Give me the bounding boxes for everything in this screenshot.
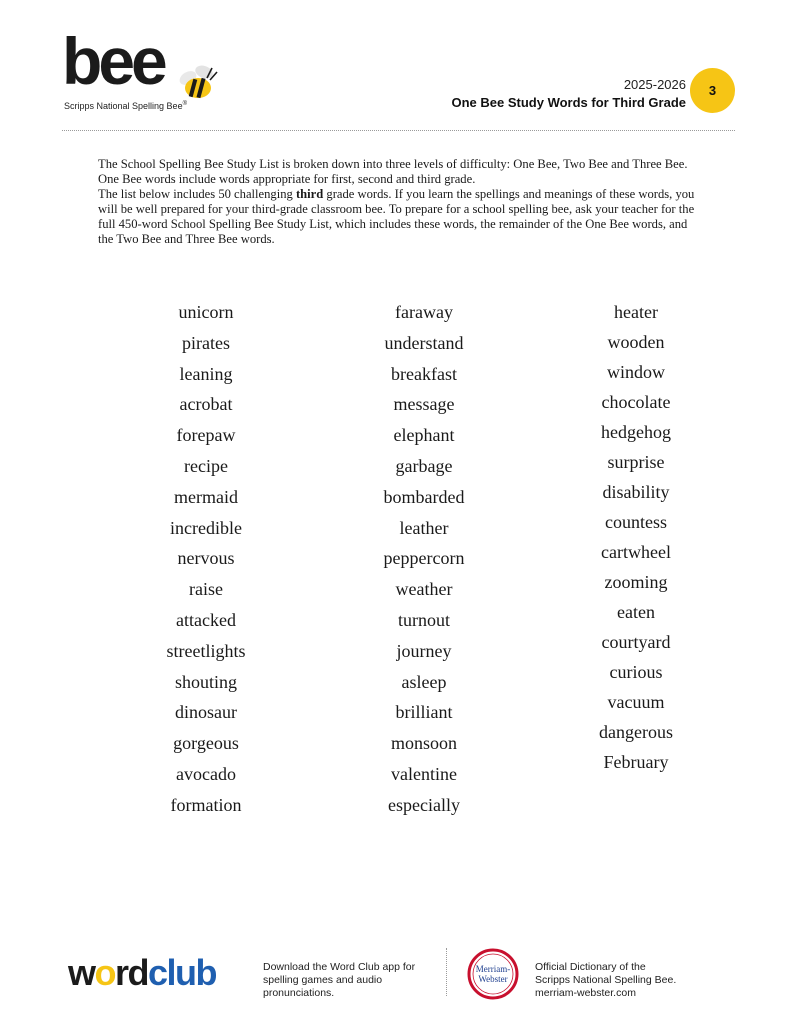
word-item: leather <box>399 517 449 538</box>
word-item: countess <box>605 512 667 532</box>
header-info <box>451 76 686 112</box>
word-item: asleep <box>401 671 447 692</box>
word-item: eaten <box>617 602 655 622</box>
word-item: shouting <box>174 671 237 692</box>
word-item: message <box>393 394 455 415</box>
word-item: zooming <box>604 572 668 592</box>
word-item: monsoon <box>390 733 457 754</box>
word-item: streetlights <box>166 640 246 661</box>
word-item: avocado <box>176 764 236 784</box>
word-item: surprise <box>607 452 665 472</box>
intro-paragraph-2: The list below includes 50 challenging third grade words. If you learn the spellings and meanings of these words, you will be well prepared for your third-grade classroom bee. To prepare for a school spelling bee, ask your teacher for the full 450-word School Spelling Bee Study List, which includes these words, the remainder of the One Bee words, and the Two Bee and Three Bee words. <box>98 187 695 246</box>
word-item: gorgeous <box>173 733 239 754</box>
intro-bold-grade: third <box>295 187 324 201</box>
word-item: disability <box>602 482 670 502</box>
word-item: garbage <box>395 456 453 476</box>
word-item: leaning <box>179 363 233 384</box>
header-divider <box>62 130 735 131</box>
word-item: cartwheel <box>601 542 671 562</box>
word-item: attacked <box>176 610 236 630</box>
bee-icon <box>174 62 220 102</box>
word-item: faraway <box>395 302 453 322</box>
word-item: heater <box>614 302 658 322</box>
word-item: vacuum <box>607 692 665 712</box>
word-item: window <box>607 362 665 382</box>
word-item: incredible <box>170 517 242 538</box>
footer-divider <box>446 948 447 996</box>
word-item: breakfast <box>391 363 457 384</box>
word-item: February <box>603 752 669 772</box>
word-item: mermaid <box>174 486 238 507</box>
word-item: valentine <box>391 764 457 784</box>
word-item: understand <box>384 332 464 353</box>
word-item: dangerous <box>599 722 673 742</box>
word-item: curious <box>609 662 663 682</box>
word-item: nervous <box>177 548 235 569</box>
intro-text <box>98 157 698 247</box>
school-year: 2025-2026 <box>623 77 686 92</box>
word-item: wooden <box>607 332 665 352</box>
wordclub-o: o <box>94 952 116 993</box>
word-item: acrobat <box>179 394 233 415</box>
word-item: formation <box>170 794 242 815</box>
merriam-webster-url: merriam-webster.com <box>535 987 636 999</box>
intro-paragraph-1: The School Spelling Bee Study List is broken down into three levels of difficulty: One Bee, Two Bee and Three Bee. One Bee words include words appropriate for first, second and third grade. <box>98 157 688 186</box>
svg-text:Merriam-: Merriam- <box>475 964 511 974</box>
page-number-badge: 3 <box>690 68 735 113</box>
bee-logo-word: bee <box>62 24 164 98</box>
bee-logo-tagline: Scripps National Spelling Bee® <box>64 101 187 111</box>
word-item: recipe <box>184 456 228 476</box>
word-item: unicorn <box>178 302 234 322</box>
word-item: brilliant <box>395 702 453 723</box>
word-item: bombarded <box>383 486 465 507</box>
wordclub-logo: wordclub <box>68 952 217 993</box>
word-item: courtyard <box>601 632 671 652</box>
word-item: hedgehog <box>601 422 671 442</box>
word-item: pirates <box>182 332 230 353</box>
merriam-webster-logo <box>467 948 519 1000</box>
word-item: dinosaur <box>175 702 237 723</box>
word-item: weather <box>395 579 453 600</box>
official-dictionary-text: Official Dictionary of the Scripps National Spelling Bee. merriam-webster.com <box>535 961 735 1000</box>
svg-text:Webster: Webster <box>478 974 508 984</box>
word-item: chocolate <box>601 392 671 412</box>
word-item: raise <box>189 579 223 600</box>
word-item: turnout <box>398 610 450 630</box>
word-item: forepaw <box>176 425 236 446</box>
word-item: especially <box>388 794 460 815</box>
word-item: peppercorn <box>383 548 465 569</box>
page-title: One Bee Study Words for Third Grade <box>451 95 686 110</box>
word-item: journey <box>396 640 452 661</box>
bee-logo <box>62 24 212 116</box>
word-item: elephant <box>393 425 455 446</box>
wordclub-download-text: Download the Word Club app for spelling games and audio pronunciations. <box>263 961 416 999</box>
